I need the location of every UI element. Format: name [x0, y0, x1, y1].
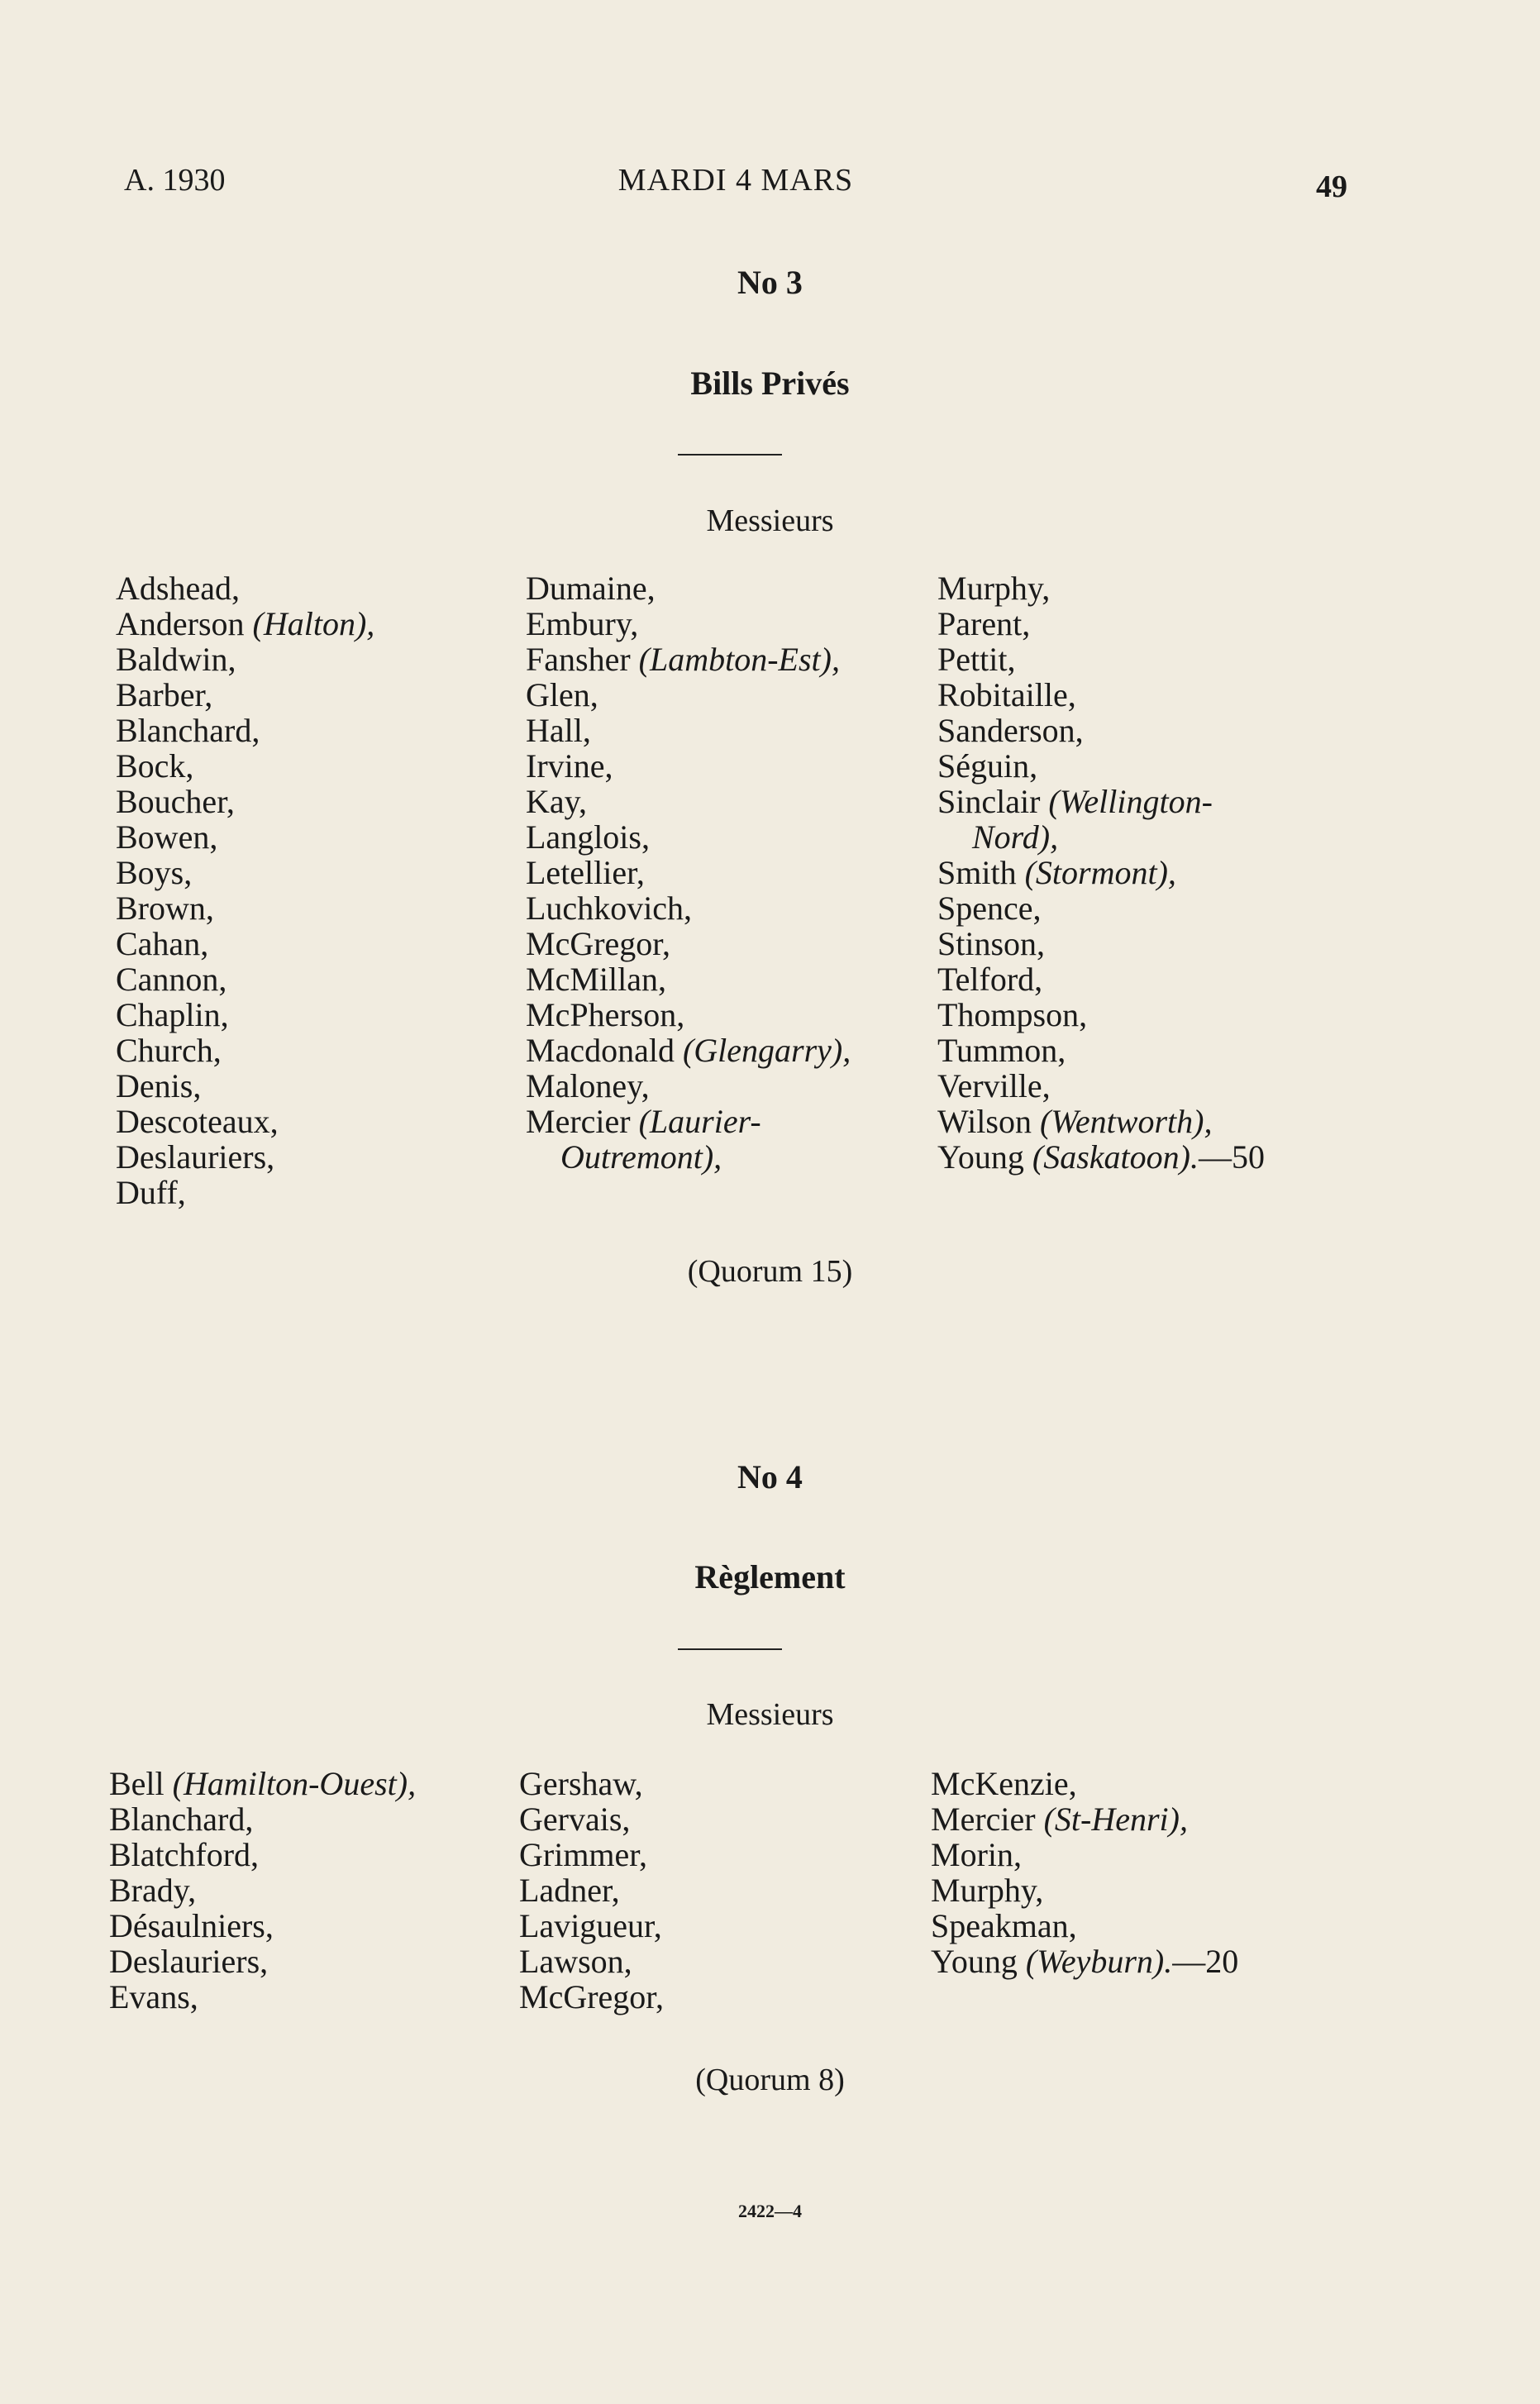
member-entry — [526, 855, 851, 890]
member-entry — [937, 1104, 1265, 1139]
member-entry — [116, 642, 374, 677]
member-name: Morin, — [931, 1836, 1022, 1873]
member-entry — [526, 642, 851, 677]
member-name: McMillan, — [526, 961, 666, 998]
page-date: MARDI 4 MARS — [617, 163, 854, 198]
member-entry — [109, 1908, 416, 1944]
member-entry — [937, 997, 1265, 1033]
member-name: Bell — [109, 1765, 173, 1802]
member-name: Robitaille, — [937, 676, 1076, 713]
member-entry — [526, 606, 851, 642]
member-entry — [931, 1908, 1238, 1944]
member-entry — [519, 1979, 664, 2015]
member-entry — [116, 1104, 374, 1139]
member-entry — [519, 1908, 664, 1944]
member-name: Hall, — [526, 712, 591, 749]
quorum: (Quorum 8) — [695, 2063, 845, 2097]
member-entry — [116, 819, 374, 855]
member-name: Cannon, — [116, 961, 227, 998]
committee-title: Règlement — [694, 1558, 846, 1596]
member-name: Duff, — [116, 1174, 186, 1211]
divider-rule — [678, 454, 782, 456]
member-riding: (Hamilton-Ouest), — [172, 1765, 417, 1802]
member-entry — [116, 1033, 374, 1068]
member-entry — [937, 926, 1265, 961]
committee-title: Bills Privés — [690, 365, 850, 402]
member-entry — [526, 713, 851, 748]
member-riding: (Wellington- — [1048, 783, 1213, 820]
member-riding: (Saskatoon). — [1032, 1138, 1199, 1176]
member-name: Wilson — [937, 1103, 1040, 1140]
member-entry — [526, 997, 851, 1033]
member-entry — [526, 748, 851, 784]
salutation: Messieurs — [706, 503, 834, 538]
member-entry — [526, 926, 851, 961]
member-riding: Nord), — [972, 818, 1059, 856]
member-entry — [937, 642, 1265, 677]
member-riding: (Wentworth), — [1039, 1103, 1213, 1140]
member-name: Fansher — [526, 641, 639, 678]
member-name: Glen, — [526, 676, 598, 713]
member-entry — [526, 677, 851, 713]
member-entry — [526, 1033, 851, 1068]
member-name: Gervais, — [519, 1801, 631, 1838]
member-riding: (St-Henri), — [1043, 1801, 1188, 1838]
member-name: Blanchard, — [109, 1801, 254, 1838]
member-name: Verville, — [937, 1067, 1051, 1104]
member-entry — [937, 890, 1265, 926]
member-entry — [116, 997, 374, 1033]
member-entry — [519, 1766, 664, 1801]
member-entry — [937, 748, 1265, 784]
member-entry — [519, 1944, 664, 1979]
salutation: Messieurs — [706, 1697, 834, 1732]
member-name: Lawson, — [519, 1943, 632, 1980]
member-name: McKenzie, — [931, 1765, 1077, 1802]
member-name: Boys, — [116, 854, 193, 891]
member-entry — [931, 1766, 1238, 1801]
member-entry — [109, 1837, 416, 1872]
member-entry — [116, 961, 374, 997]
page-number: 49 — [1316, 169, 1347, 204]
member-name: Langlois, — [526, 818, 650, 856]
member-entry — [937, 855, 1265, 890]
member-name: Maloney, — [526, 1067, 650, 1104]
member-entry — [937, 819, 1265, 855]
member-name: Telford, — [937, 961, 1043, 998]
member-entry — [526, 1104, 851, 1139]
member-entry — [116, 677, 374, 713]
member-name: Sinclair — [937, 783, 1049, 820]
member-column — [931, 1766, 1238, 1979]
session-year: A. 1930 — [124, 163, 226, 198]
member-riding: (Weyburn). — [1025, 1943, 1173, 1980]
member-entry — [109, 1801, 416, 1837]
divider-rule — [678, 1648, 782, 1650]
member-column — [937, 570, 1265, 1175]
member-count: —50 — [1198, 1138, 1265, 1176]
member-name: Anderson — [116, 605, 253, 642]
member-entry — [526, 961, 851, 997]
member-name: Murphy, — [937, 570, 1051, 607]
member-name: Macdonald — [526, 1032, 683, 1069]
member-riding: Outremont), — [560, 1138, 722, 1176]
member-name: Spence, — [937, 890, 1042, 927]
member-name: Kay, — [526, 783, 588, 820]
member-name: McPherson, — [526, 996, 685, 1033]
member-name: Mercier — [931, 1801, 1044, 1838]
member-entry — [931, 1872, 1238, 1908]
member-column — [109, 1766, 416, 2015]
member-entry — [116, 713, 374, 748]
member-entry — [937, 606, 1265, 642]
member-entry — [937, 961, 1265, 997]
member-name: Dumaine, — [526, 570, 656, 607]
member-entry — [526, 890, 851, 926]
member-name: Bowen, — [116, 818, 218, 856]
member-name: Blanchard, — [116, 712, 260, 749]
member-entry — [109, 1766, 416, 1801]
member-name: Blatchford, — [109, 1836, 260, 1873]
member-entry — [109, 1979, 416, 2015]
signature-mark: 2422—4 — [738, 2201, 802, 2221]
member-entry — [109, 1872, 416, 1908]
committee-number: No 4 — [737, 1458, 803, 1495]
member-entry — [937, 784, 1265, 819]
member-entry — [937, 1139, 1265, 1175]
member-entry — [526, 1068, 851, 1104]
member-riding: (Lambton-Est), — [638, 641, 840, 678]
member-entry — [937, 570, 1265, 606]
member-name: Young — [937, 1138, 1032, 1176]
member-riding: (Glengarry), — [682, 1032, 851, 1069]
member-name: Speakman, — [931, 1907, 1077, 1944]
member-name: Séguin, — [937, 747, 1038, 785]
member-name: Chaplin, — [116, 996, 229, 1033]
member-name: Deslauriers, — [116, 1138, 275, 1176]
member-name: Murphy, — [931, 1872, 1044, 1909]
member-name: Church, — [116, 1032, 222, 1069]
member-entry — [116, 1139, 374, 1175]
member-name: Deslauriers, — [109, 1943, 269, 1980]
member-riding: (Laurier- — [638, 1103, 761, 1140]
member-entry — [937, 1033, 1265, 1068]
member-entry — [109, 1944, 416, 1979]
member-name: Parent, — [937, 605, 1031, 642]
member-count: —20 — [1172, 1943, 1239, 1980]
member-name: Désaulniers, — [109, 1907, 274, 1944]
member-entry — [116, 1068, 374, 1104]
member-name: Evans, — [109, 1978, 198, 2015]
member-name: McGregor, — [526, 925, 670, 962]
member-entry — [519, 1837, 664, 1872]
member-entry — [116, 570, 374, 606]
member-name: Tummon, — [937, 1032, 1066, 1069]
member-name: Luchkovich, — [526, 890, 693, 927]
member-name: Pettit, — [937, 641, 1016, 678]
member-name: Irvine, — [526, 747, 613, 785]
member-entry — [116, 890, 374, 926]
member-entry — [526, 570, 851, 606]
member-name: Lavigueur, — [519, 1907, 662, 1944]
member-entry — [526, 784, 851, 819]
member-name: Adshead, — [116, 570, 240, 607]
member-name: Denis, — [116, 1067, 202, 1104]
member-entry — [931, 1944, 1238, 1979]
member-name: Sanderson, — [937, 712, 1084, 749]
member-riding: (Stormont), — [1024, 854, 1176, 891]
member-column — [526, 570, 851, 1175]
member-entry — [519, 1872, 664, 1908]
member-entry — [937, 677, 1265, 713]
member-entry — [116, 606, 374, 642]
member-entry — [519, 1801, 664, 1837]
member-entry — [937, 1068, 1265, 1104]
member-column — [116, 570, 374, 1210]
member-entry — [937, 713, 1265, 748]
member-entry — [116, 784, 374, 819]
member-entry — [526, 1139, 851, 1175]
member-name: Descoteaux, — [116, 1103, 279, 1140]
member-name: Baldwin, — [116, 641, 236, 678]
member-column — [519, 1766, 664, 2015]
member-name: Brady, — [109, 1872, 197, 1909]
member-name: Grimmer, — [519, 1836, 648, 1873]
member-entry — [526, 819, 851, 855]
committee-number: No 3 — [737, 264, 803, 301]
member-name: Bock, — [116, 747, 194, 785]
member-name: Young — [931, 1943, 1026, 1980]
member-name: Boucher, — [116, 783, 235, 820]
member-name: Letellier, — [526, 854, 645, 891]
member-name: Mercier — [526, 1103, 639, 1140]
member-entry — [116, 926, 374, 961]
member-name: McGregor, — [519, 1978, 664, 2015]
member-name: Brown, — [116, 890, 214, 927]
member-name: Thompson, — [937, 996, 1088, 1033]
member-name: Barber, — [116, 676, 213, 713]
page-header — [124, 162, 1347, 212]
member-entry — [116, 855, 374, 890]
member-name: Embury, — [526, 605, 639, 642]
member-name: Gershaw, — [519, 1765, 643, 1802]
member-entry — [931, 1801, 1238, 1837]
member-name: Smith — [937, 854, 1025, 891]
member-name: Cahan, — [116, 925, 209, 962]
member-entry — [116, 748, 374, 784]
member-riding: (Halton), — [252, 605, 375, 642]
quorum: (Quorum 15) — [687, 1254, 853, 1289]
member-entry — [116, 1175, 374, 1210]
member-name: Stinson, — [937, 925, 1046, 962]
member-name: Ladner, — [519, 1872, 620, 1909]
member-entry — [931, 1837, 1238, 1872]
